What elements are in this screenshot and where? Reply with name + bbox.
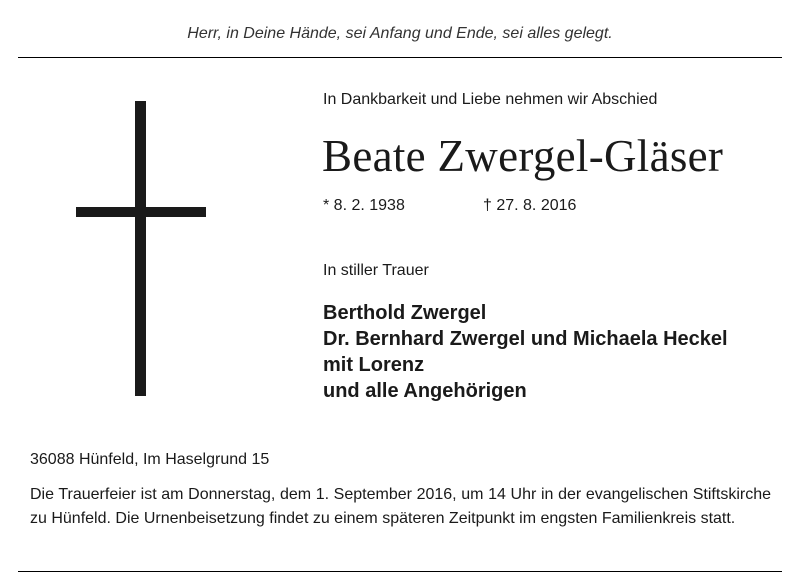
motto: Herr, in Deine Hände, sei Anfang und Ende, sei alles gelegt. — [187, 25, 613, 42]
funeral-notice: Die Trauerfeier ist am Donnerstag, dem 1. September 2016, um 14 Uhr in der evangelischen Stiftskirche zu Hünfeld. Die Urnenbeisetzung findet zu einem späteren Zeitpunkt im engsten Familienkreis statt. — [30, 486, 771, 527]
mourner-line: Dr. Bernhard Zwergel und Michaela Heckel — [323, 328, 728, 350]
deceased-name: Beate Zwergel-Gläser — [322, 131, 724, 181]
cross-vertical-bar — [135, 101, 146, 396]
cross-horizontal-bar — [76, 207, 206, 217]
mourner-line: mit Lorenz — [323, 354, 425, 376]
birth-date: * 8. 2. 1938 — [323, 197, 405, 214]
address: 36088 Hünfeld, Im Haselgrund 15 — [30, 451, 270, 468]
mourners-list — [323, 300, 728, 404]
mourning-text: In stiller Trauer — [323, 262, 429, 279]
mourner-line: Berthold Zwergel — [323, 302, 487, 324]
mourner-line: und alle Angehörigen — [323, 380, 527, 402]
death-date: † 27. 8. 2016 — [483, 197, 577, 214]
intro-text: In Dankbarkeit und Liebe nehmen wir Abschied — [323, 91, 658, 108]
